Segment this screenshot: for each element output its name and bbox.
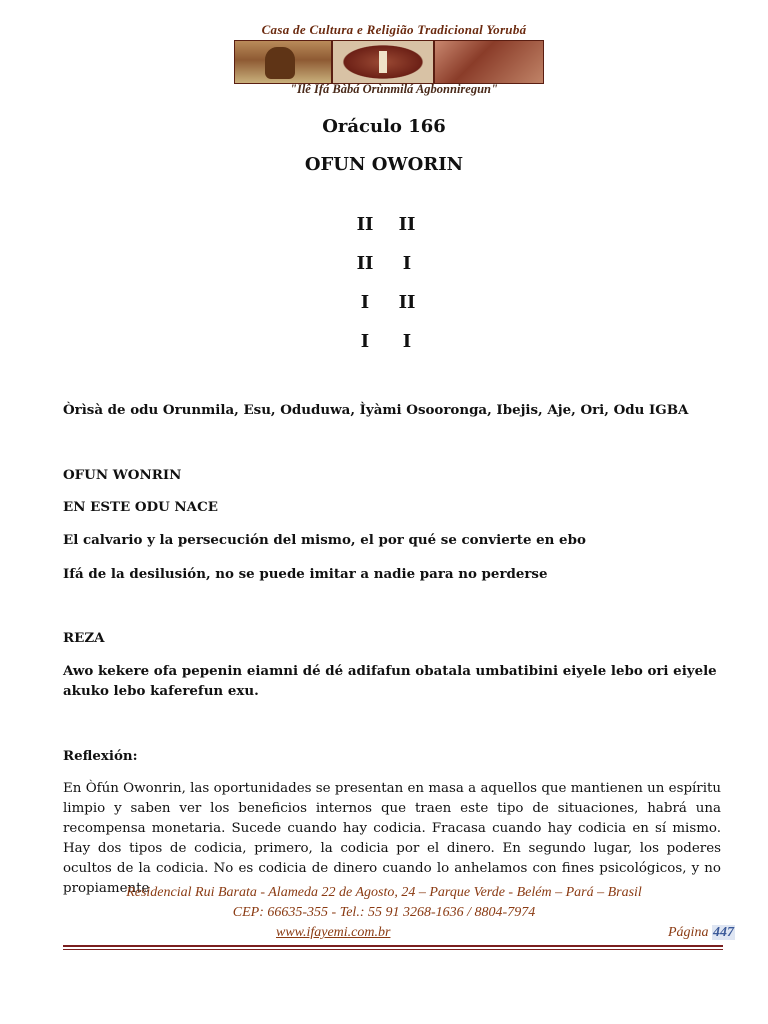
footer-website-link[interactable]: www.ifayemi.com.br xyxy=(276,925,391,940)
oracle-number: Oráculo 166 xyxy=(322,116,446,137)
odu-mark-right: II xyxy=(398,292,416,313)
nace-item-1: El calvario y la persecución del mismo, el por qué se convierte en ebo xyxy=(63,532,586,548)
odu-heading: OFUN WONRIN xyxy=(63,467,182,483)
logo-images xyxy=(234,40,550,84)
odu-mark-left: II xyxy=(356,253,374,274)
footer-address: Residencial Rui Barata - Alameda 22 de Agosto, 24 – Parque Verde - Belém – Pará – Brasil xyxy=(126,885,642,900)
footer-rule xyxy=(63,945,723,947)
orisa-line: Òrìsà de odu Orunmila, Esu, Oduduwa, Ìyàmi Osooronga, Ibejis, Aje, Ori, Odu IGBA xyxy=(63,402,689,418)
footer-rule xyxy=(63,949,723,950)
logo-image-fabric xyxy=(434,40,544,84)
odu-mark-right: I xyxy=(402,253,412,274)
odu-mark-right: II xyxy=(398,214,416,235)
odu-mark-row xyxy=(344,292,434,313)
oracle-name: OFUN OWORIN xyxy=(304,154,464,175)
header-logo xyxy=(196,22,592,100)
logo-arc-subtitle: "Ilê Ifá Bàbá Orùnmilá Agbonniregun" xyxy=(290,82,498,96)
nace-heading: EN ESTE ODU NACE xyxy=(63,499,218,515)
logo-arc-title: Casa de Cultura e Religião Tradicional Yorubá xyxy=(261,22,527,37)
reza-heading: REZA xyxy=(63,630,105,646)
reflexion-text: En Òfún Owonrin, las oportunidades se presentan en masa a aquellos que mantienen un espíritu limpio y saben ver los beneficios internos que traen este tipo de situaciones, habrá una recompensa monetaria. Sucede cuando hay codicia. Fracasa cuando hay codicia en sí mismo. Hay dos tipos de codicia, primero, la codicia por el dinero. En segundo lugar, los poderes ocultos de la codicia. No es codicia de dinero cuando lo anhelamos con fines psicológicos, y no propiamente xyxy=(63,781,721,896)
reza-text: Awo kekere ofa pepenin eiamni dé dé adifafun obatala umbatibini eiyele lebo ori eiyele akuko lebo kaferefun exu. xyxy=(63,663,717,699)
odu-mark-left: I xyxy=(360,331,370,352)
nace-item-2: Ifá de la desilusión, no se puede imitar a nadie para no perderse xyxy=(63,566,548,582)
odu-mark-right: I xyxy=(402,331,412,352)
page-label: Página xyxy=(668,925,709,940)
odu-mark-left: I xyxy=(360,292,370,313)
odu-mark-row xyxy=(344,253,434,274)
odu-mark-row xyxy=(344,331,434,352)
odu-mark-row xyxy=(344,214,434,235)
reflexion-heading: Reflexión: xyxy=(63,748,138,764)
odu-mark-left: II xyxy=(356,214,374,235)
logo-image-opon-ifa xyxy=(332,40,434,84)
page-number xyxy=(668,925,735,941)
page-number-value: 447 xyxy=(712,925,734,940)
footer-contact: CEP: 66635-355 - Tel.: 55 91 3268-1636 / 8804-7974 xyxy=(232,905,536,920)
logo-image-statue xyxy=(234,40,332,84)
